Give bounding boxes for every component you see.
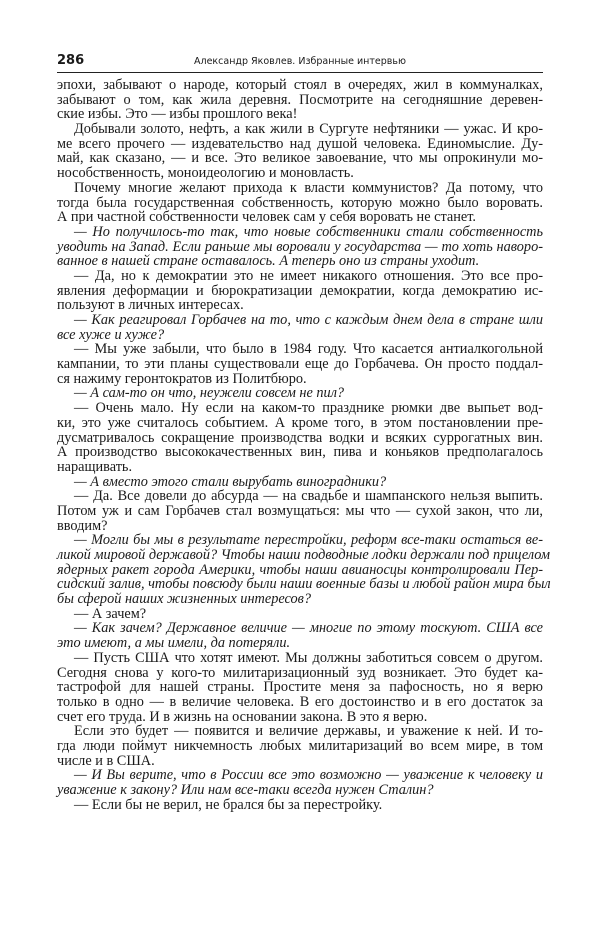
- text-line: нособственность, моноидеологию и моновласть.: [57, 165, 354, 182]
- text-line: забывают о том, как жила деревня. Посмотрите на сегодняшние деревен-: [57, 91, 543, 108]
- text-line: — А сам-то он что, неужели совсем не пил?: [74, 385, 345, 402]
- text-line: ся нажиму геронтократов из Политбюро.: [57, 370, 307, 387]
- text-line: — Очень мало. Ну если на каком-то празднике рюмки две выпьет вод-: [74, 400, 543, 417]
- paragraph: [57, 122, 543, 181]
- paragraph: [57, 489, 543, 533]
- text-line: Сегодня снова у кого-то милитаризационный зуд возникает. Это будет ка-: [57, 664, 543, 681]
- text-line: это имеют, а мы имели, да потеряли.: [57, 635, 291, 652]
- paragraph: [57, 607, 543, 622]
- text-line: ядерных ракет города Америки, чтобы наши авианосцы контролировали Пер-: [57, 561, 543, 578]
- text-line: пользуют в личных интересах.: [57, 297, 244, 314]
- text-line: явления деформации и бюрократизации демократии, когда демократию ис-: [57, 282, 543, 299]
- text-line: вводим?: [57, 517, 108, 534]
- page-body: [57, 77, 551, 813]
- text-line: — Но получилось-то так, что новые собственники стали собственность: [74, 223, 543, 240]
- text-line: ликой мировой державой? Чтобы наши подводные лодки держали под прицелом: [57, 547, 551, 563]
- running-title: Александр Яковлев. Избранные интервью: [194, 56, 406, 67]
- text-line: — И Вы верите, что в России все это возможно — уважение к человеку и: [74, 767, 543, 784]
- text-line: А производство высококачественных вин, пива и коньяков предполагалось: [57, 444, 543, 461]
- interviewer-question: [57, 768, 543, 797]
- text-line: — Как зачем? Державное величие — многие по этому тоскуют. США все: [74, 620, 543, 637]
- text-line: — Если бы не верил, не брался бы за перестройку.: [74, 796, 383, 813]
- text-line: ки, это уже считалось событием. А кроме того, в этом постановлении пре-: [57, 414, 543, 431]
- text-line: уводить на Запад. Если раньше мы воровали у государства — то хоть наворо-: [57, 238, 543, 255]
- text-line: — А вместо этого стали вырубать виноградники?: [74, 473, 387, 490]
- text-line: — Могли бы мы в результате перестройки, реформ все-таки остаться ве-: [74, 532, 543, 549]
- text-line: Добывали золото, нефть, а как жили в Сургуте нефтяники — ужас. И кро-: [74, 121, 543, 138]
- text-line: май, как сказано, — и все. Это великое завоевание, что мы опрокинули мо-: [57, 150, 543, 167]
- page-number: 286: [57, 53, 85, 68]
- text-line: числе и в США.: [57, 752, 155, 769]
- text-line: ские избы. Это — избы прошлого века!: [57, 106, 298, 123]
- text-line: — А зачем?: [74, 605, 147, 622]
- paragraph: [57, 724, 543, 768]
- paragraph: [57, 401, 543, 474]
- interviewer-question: [57, 225, 543, 269]
- text-line: тогда была государственная собственность, которую можно было воровать.: [57, 194, 543, 211]
- text-line: все хуже и хуже?: [57, 326, 165, 343]
- text-line: только в одно — в величие человека. В его достоинство и в его достаток за: [57, 693, 543, 710]
- text-line: Если это будет — появится и величие державы, и уважение к ней. И то-: [74, 723, 543, 740]
- text-line: дусматривалось сокращение производства водки и всяких суррогатных вин.: [57, 429, 543, 446]
- interviewer-question: [57, 532, 551, 608]
- text-line: ванное в нашей стране оставалось. А теперь оно из страны уходит.: [57, 253, 480, 270]
- interviewer-question: [57, 313, 543, 342]
- text-line: — Мы уже забыли, что было в 1984 году. Что касается антиалкогольной: [74, 341, 543, 358]
- paragraph: [57, 78, 543, 122]
- text-line: — Да. Все довели до абсурда — на свадьбе и шампанского нельзя выпить.: [74, 488, 543, 505]
- text-line: — Как реагировал Горбачев на то, что с каждым днем дела в стране шли: [74, 312, 543, 328]
- text-line: А при частной собственности человек сам у себя воровать не станет.: [57, 209, 476, 226]
- paragraph: [57, 269, 543, 313]
- text-line: счет его труда. И в жизнь на основании закона. В это я верю.: [57, 708, 428, 725]
- running-header: [57, 53, 543, 73]
- paragraph: [57, 181, 543, 225]
- paragraph: [57, 798, 543, 813]
- text-line: гда люди поймут никчемность любых милитаризаций во всем мире, в том: [57, 737, 543, 754]
- text-line: — Пусть США что хотят имеют. Мы должны заботиться совсем о другом.: [74, 649, 543, 666]
- text-line: Потом уж и сам Горбачев стал возмущаться: мы что — сухой закон, что ли,: [57, 502, 543, 519]
- interviewer-question: [57, 621, 543, 650]
- text-line: наращивать.: [57, 458, 133, 475]
- text-line: кампании, то эти планы существовали еще до Горбачева. Он просто поддал-: [57, 356, 543, 373]
- interviewer-question: [57, 386, 543, 401]
- text-line: Почему многие желают прихода к власти коммунистов? Да потому, что: [74, 179, 543, 196]
- text-line: бы сферой наших жизненных интересов?: [57, 591, 312, 608]
- text-line: эпохи, забывают о народе, который стоял в очередях, жил в коммуналках,: [57, 77, 543, 93]
- text-line: сидский залив, чтобы повсюду были наши военные базы и любой район мира был: [57, 576, 551, 593]
- text-line: — Да, но к демократии это не имеет никакого отношения. Это все про-: [74, 267, 543, 284]
- paragraph: [57, 651, 543, 724]
- text-line: тастрофой для нашей страны. Простите меня за пафосность, но я верю: [57, 679, 543, 696]
- text-line: уважение к закону? Или нам все-таки всегда нужен Сталин?: [57, 782, 434, 798]
- text-line: ме всего прочего — издевательство над душой человека. Единомыслие. Ду-: [57, 135, 543, 152]
- interviewer-question: [57, 475, 543, 490]
- paragraph: [57, 342, 543, 386]
